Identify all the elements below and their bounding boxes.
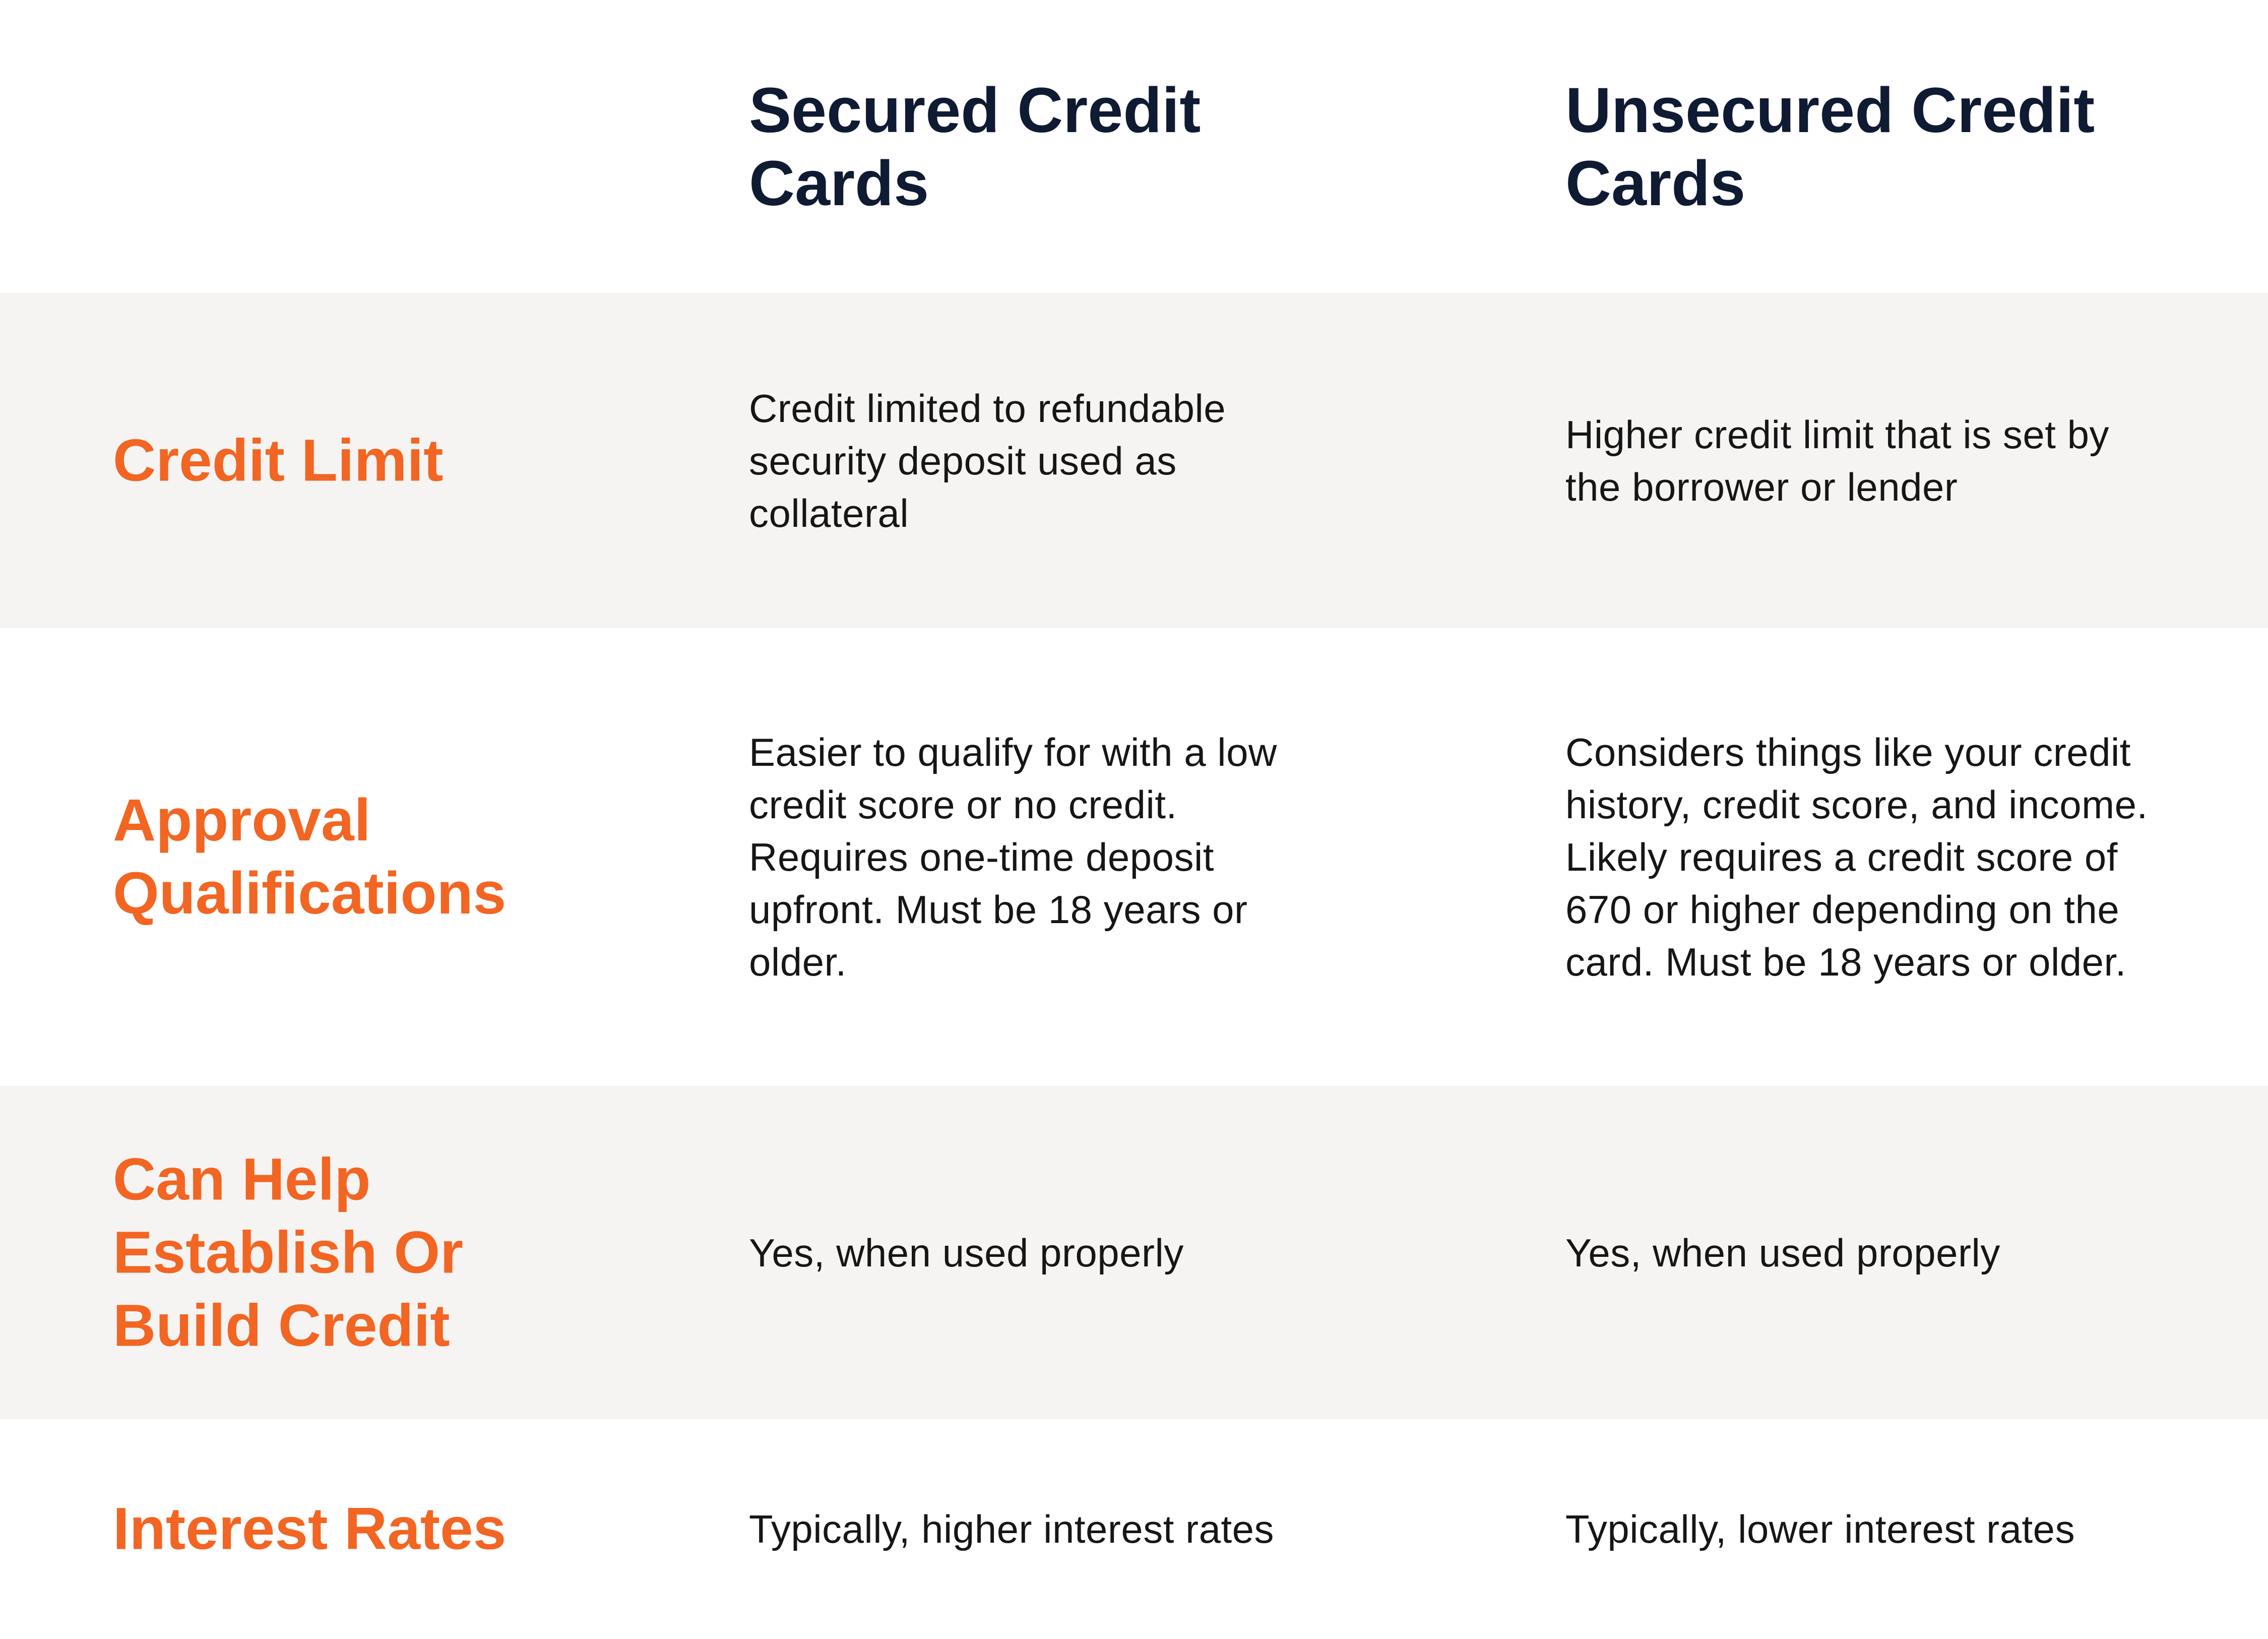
unsecured-cell: Yes, when used properly: [1565, 1230, 2000, 1275]
row-label: Interest Rates: [113, 1495, 507, 1562]
unsecured-cell: Considers things like your credit history, credit score, and income. Likely requires a credit score of 670 or higher depending on the card. Must be 18 years or older.: [1565, 730, 2148, 984]
secured-cell: Typically, higher interest rates: [749, 1507, 1274, 1551]
secured-cell: Easier to qualify for with a low credit score or no credit. Requires one-time deposit upfront. Must be 18 years or older.: [749, 730, 1277, 984]
column-header-unsecured: Unsecured Credit Cards: [1565, 75, 2095, 219]
secured-cell: Yes, when used properly: [749, 1230, 1184, 1275]
unsecured-cell: Higher credit limit that is set by the borrower or lender: [1565, 412, 2110, 509]
unsecured-cell: Typically, lower interest rates: [1565, 1507, 2075, 1551]
table-row-approval-qualifications: [0, 628, 2268, 1086]
row-label: Approval Qualifications: [113, 787, 507, 927]
column-header-secured: Secured Credit Cards: [749, 75, 1201, 219]
row-label: Can Help Establish Or Build Credit: [113, 1146, 464, 1359]
secured-cell: Credit limited to refundable security deposit used as collateral: [749, 386, 1226, 535]
header-row: [0, 0, 2268, 293]
row-label: Credit Limit: [113, 427, 444, 494]
table-row-interest-rates: [0, 1419, 2268, 1639]
table-row-build-credit: [0, 1086, 2268, 1419]
table-row-credit-limit: [0, 293, 2268, 628]
